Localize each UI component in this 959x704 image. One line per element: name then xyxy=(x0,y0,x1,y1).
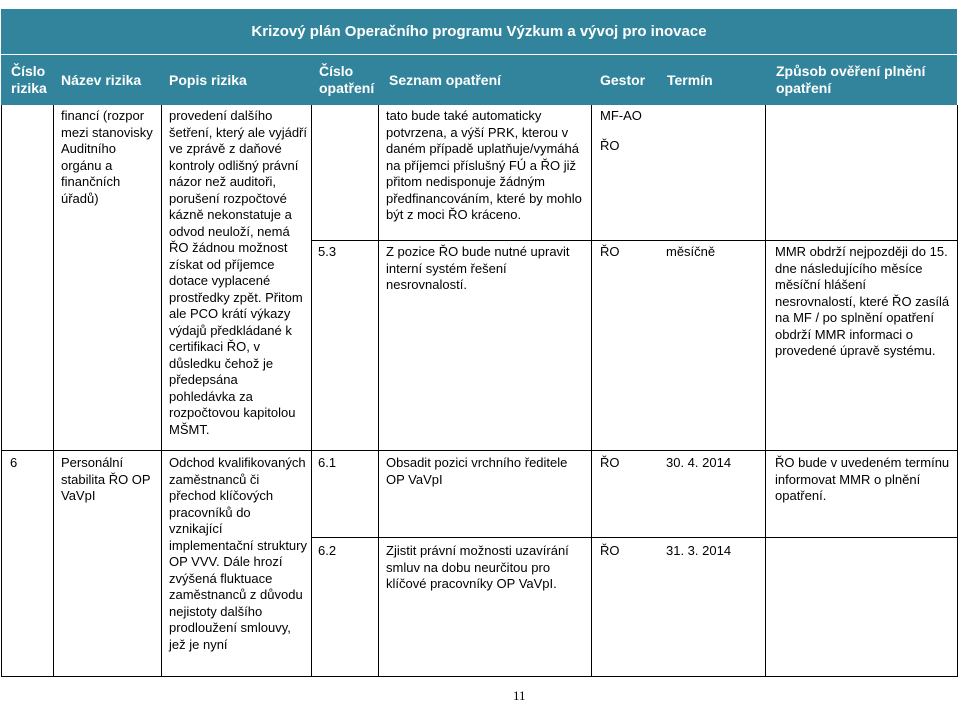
risk-number-6: 6 xyxy=(10,455,18,470)
page-number: 11 xyxy=(513,688,526,703)
deadline-5-3: měsíčně xyxy=(666,244,716,259)
measure-number-6-2: 6.2 xyxy=(318,543,337,558)
table-border xyxy=(161,105,162,677)
header-measure-number: Číslo opatření xyxy=(319,63,375,96)
guarantor-6-1: ŘO xyxy=(600,455,620,470)
table-border xyxy=(311,240,958,241)
table-border xyxy=(957,105,958,677)
header-deadline: Termín xyxy=(667,71,713,88)
risk-description-continued: provedení dalšího šetření, který ale vyjádří ve zprávě z daňové kontroly odlišný právní názor než auditoři, porušení rozpočtové kázně nekonstatuje a odvod neuloží, nemá ŘO žádnou možnost získat od příjemce dotace vyplacené prostředky zpět. Přitom ale PCO krátí výkazy výdajů předkládané k certifikaci ŘO, v důsledku čehož je předepsána pohledávka za rozpočtovou kapitolou MŠMT. xyxy=(169,108,307,437)
guarantor-continued-1: MF-AO xyxy=(600,108,642,123)
header-risk-description: Popis rizika xyxy=(169,71,247,88)
guarantor-continued-2: ŘO xyxy=(600,138,620,153)
header-risk-number: Číslo rizika xyxy=(11,63,47,96)
guarantor-6-2: ŘO xyxy=(600,543,620,558)
table-border xyxy=(378,105,379,677)
measure-text-6-2: Zjistit právní možnosti uzavírání smluv na dobu neurčitou pro klíčové pracovníky OP VaVpI. xyxy=(386,543,569,591)
risk-name-6: Personální stabilita ŘO OP VaVpI xyxy=(61,455,151,503)
measure-text-6-1: Obsadit pozici vrchního ředitele OP VaVpI xyxy=(386,455,568,487)
guarantor-5-3: ŘO xyxy=(600,244,620,259)
verification-5-3: MMR obdrží nejpozději do 15. dne následujícího měsíce měsíční hlášení nesrovnalostí, které ŘO zasílá na MF / po splnění opatření obdrží MMR informaci o provedené úpravě systému. xyxy=(775,244,950,358)
header-risk-name: Název rizika xyxy=(61,71,142,88)
measure-number-6-1: 6.1 xyxy=(318,455,337,470)
table-border xyxy=(311,105,312,677)
table-border xyxy=(591,105,592,677)
deadline-6-1: 30. 4. 2014 xyxy=(666,455,732,470)
table-header xyxy=(1,55,957,105)
table-border xyxy=(765,105,766,677)
measure-text-continued: tato bude také automaticky potvrzena, a výší PRK, kterou v daném případě uplatňuje/vymáhá na příjemci příslušný FÚ a ŘO již přitom nedisponuje žádným předfinancováním, které by mohlo být z moci ŘO kráceno. xyxy=(386,108,582,222)
header-guarantor: Gestor xyxy=(600,71,646,88)
risk-name-continued: financí (rozpor mezi stanovisky Auditního orgánu a finančních úřadů) xyxy=(61,108,153,206)
risk-description-6: Odchod kvalifikovaných zaměstnanců či přechod klíčových pracovníků do vznikající implementační struktury OP VVV. Dále hrozí zvýšená fluktuace zaměstnanců z důvodu nejistoty dalšího prodloužení smlouvy, jež je nyní xyxy=(169,455,307,652)
header-verification: Způsob ověření plnění opatření xyxy=(776,63,926,96)
table-border xyxy=(1,676,958,677)
document-title: Krizový plán Operačního programu Výzkum a vývoj pro inovace xyxy=(1,9,957,54)
table-border xyxy=(1,105,2,677)
measure-text-5-3: Z pozice ŘO bude nutné upravit interní systém řešení nesrovnalostí. xyxy=(386,244,570,292)
deadline-6-2: 31. 3. 2014 xyxy=(666,543,732,558)
measure-number-5-3: 5.3 xyxy=(318,244,337,259)
table-border xyxy=(1,450,958,451)
verification-6-1: ŘO bude v uvedeném termínu informovat MMR o plnění opatření. xyxy=(775,455,950,503)
table-border xyxy=(311,537,958,538)
table-border xyxy=(53,105,54,677)
header-measure-list: Seznam opatření xyxy=(389,71,502,88)
